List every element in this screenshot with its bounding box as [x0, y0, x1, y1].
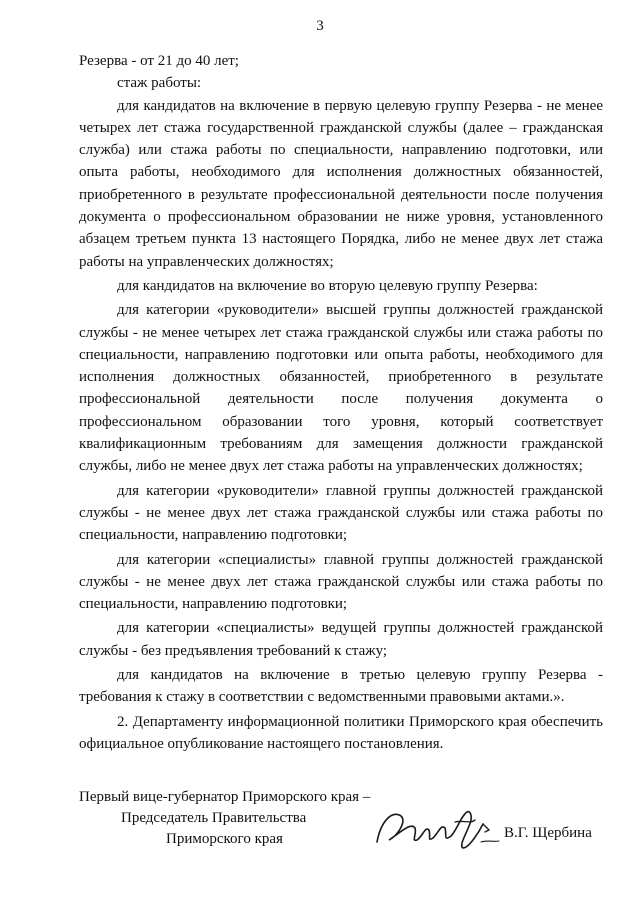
paragraph-first-group: для кандидатов на включение в первую целевую группу Резерва - не менее четырех лет стажа государственной гражданской службы (далее – гражданская служба) или стажа работы по специальности, направлению подготовки, или опыта работы, необходимого для исполнения должностных обязанностей, приобретенного в результате профессиональной деятельности после получения документа о профессиональном образовании не ниже уровня, установленного абзацем третьем пункта 13 настоящего Порядка, либо не менее двух лет стажа работы на управленческих должностях; [79, 97, 603, 270]
page-number: 3 [316, 18, 324, 34]
paragraph-specialists-leading: для категории «специалисты» ведущей группы должностей гражданской службы - без предъявления требований к стажу; [79, 620, 603, 659]
paragraph-reserve-age: Резерва - от 21 до 40 лет; [79, 53, 239, 69]
signer-position-line2: Председатель Правительства [121, 810, 307, 826]
paragraph-third-group: для кандидатов на включение в третью целевую группу Резерва - требования к стажу в соответствии с ведомственными правовыми актами.». [79, 667, 603, 706]
signature-block [79, 786, 609, 856]
paragraph-specialists-main: для категории «специалисты» главной группы должностей гражданской службы - не менее двух лет стажа гражданской службы или стажа работы по специальности, направлению подготовки; [79, 551, 603, 613]
paragraph-second-group: для кандидатов на включение во вторую целевую группу Резерва: [117, 277, 538, 294]
signer-position-line1: Первый вице-губернатор Приморского края – [79, 789, 371, 805]
handwritten-signature-icon [371, 802, 501, 856]
paragraph-publication: 2. Департаменту информационной политики Приморского края обеспечить официальное опубликование настоящего постановления. [79, 713, 603, 752]
signer-position-line3: Приморского края [166, 831, 283, 847]
paragraph-work-experience: стаж работы: [117, 75, 202, 92]
paragraph-leaders-highest: для категории «руководители» высшей группы должностей гражданской службы - не менее четырех лет стажа гражданской службы или стажа работы по специальности, направлению подготовки или опыта работы, необходимого для исполнения должностных обязанностей, приобретенного в результате профессиональной деятельности после получения документа о профессиональном образовании того уровня, который соответствует квалификационным требованиям для замещения должности гражданской службы, либо не менее двух лет стажа работы на управленческих должностях; [79, 302, 603, 475]
document-body [79, 50, 603, 755]
signer-name: В.Г. Щербина [504, 825, 592, 841]
paragraph-leaders-main: для категории «руководители» главной группы должностей гражданской службы - не менее двух лет стажа гражданской службы или стажа работы по специальности, направлению подготовки; [79, 482, 603, 544]
